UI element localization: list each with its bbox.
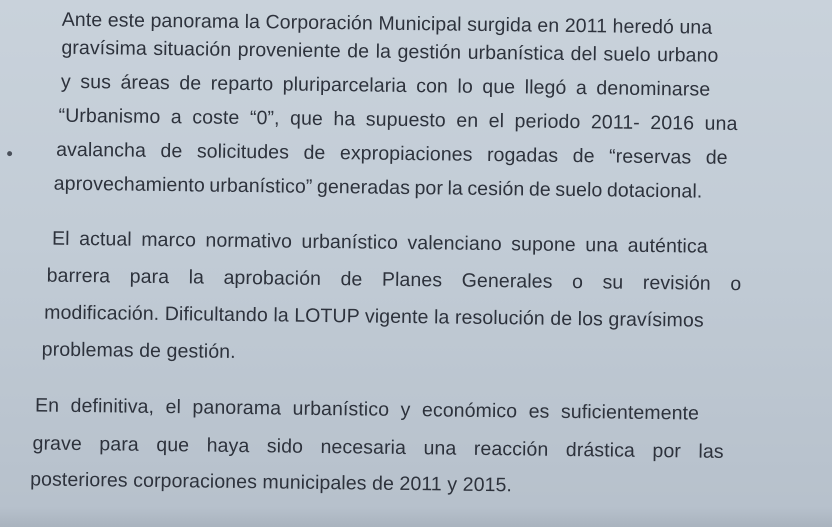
paragraph-2-line-4: problemas de gestión. xyxy=(41,338,236,363)
paragraph-1-line-2: gravísima situación proveniente de la gestión urbanística del suelo urbano xyxy=(61,36,719,67)
paragraph-3-line-1: En definitiva, el panorama urbanístico y económico es suficientemente xyxy=(34,394,700,425)
paragraph-1-line-3: y sus áreas de reparto pluriparcelaria con lo que llegó a denominarse xyxy=(60,70,711,101)
paragraph-3-line-2: grave para que haya sido necesaria una reacción drástica por las xyxy=(32,432,724,463)
paragraph-1-line-5: avalancha de solicitudes de expropiaciones rogadas de “reservas de xyxy=(56,138,728,169)
paragraph-1-line-1: Ante este panorama la Corporación Municipal surgida en 2011 heredó una xyxy=(61,8,713,39)
paragraph-1-line-4: “Urbanismo a coste “0”, que ha supuesto en el periodo 2011- 2016 una xyxy=(58,104,738,136)
page-bottom-shadow xyxy=(0,507,832,527)
paragraph-2-line-1: El actual marco normativo urbanístico valenciano supone una auténtica xyxy=(51,227,708,258)
paragraph-1-line-6: aprovechamiento urbanístico” generadas por la cesión de suelo dotacional. xyxy=(53,172,703,203)
bullet-dot xyxy=(7,151,12,156)
paragraph-2-line-3: modificación. Dificultando la LOTUP vigente la resolución de los gravísimos xyxy=(44,301,704,332)
paragraph-2-line-2: barrera para la aprobación de Planes Generales o su revisión o xyxy=(46,264,742,296)
paragraph-3-line-3: posteriores corporaciones municipales de 2011 y 2015. xyxy=(30,468,513,497)
